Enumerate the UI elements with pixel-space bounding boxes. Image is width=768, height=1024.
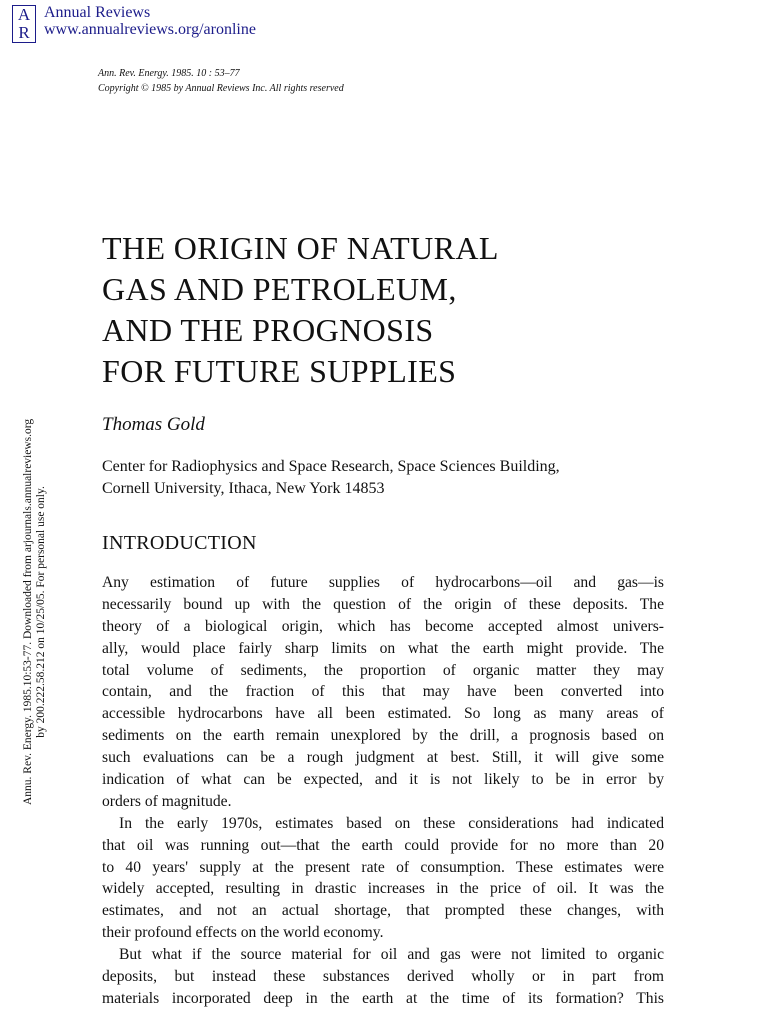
text-line: orders of magnitude. (102, 792, 232, 810)
paragraph-3 (102, 944, 664, 1010)
text-line: their profound effects on the world economy. (102, 924, 384, 942)
text-line: In the early 1970s, estimates based on these considerations had indicated (119, 814, 664, 832)
journal-citation: Ann. Rev. Energy. 1985. 10 : 53–77 (98, 68, 240, 79)
text-line: sediments on the earth remain unexplored by the drill, a prognosis based on (102, 727, 664, 745)
text-line: Any estimation of future supplies of hydrocarbons—oil and gas—is (102, 574, 664, 591)
publisher-header (44, 4, 256, 38)
text-line: ally, would place fairly sharp limits on what the earth might provide. The (102, 639, 664, 657)
paragraph-1 (102, 572, 664, 813)
logo-letter-a: A (17, 5, 31, 24)
text-line: indication of what can be expected, and it is not likely to be in error by (102, 771, 664, 789)
text-line: such evaluations can be a rough judgment at best. Still, it will give some (102, 749, 664, 767)
text-line: total volume of sediments, the proportion of organic matter they may (102, 661, 664, 679)
citation-block (98, 66, 344, 96)
text-line: to 40 years' supply at the present rate of consumption. These estimates were (102, 858, 664, 876)
text-line: materials incorporated deep in the earth at the time of its formation? This (102, 989, 664, 1007)
text-line: deposits, but instead these substances derived wholly or in part from (102, 968, 664, 986)
text-line: necessarily bound up with the question of the origin of these deposits. The (102, 595, 664, 613)
text-line: estimates, and not an actual shortage, that prompted these changes, with (102, 902, 664, 920)
paragraph-2 (102, 813, 664, 944)
copyright-notice: Copyright © 1985 by Annual Reviews Inc. All rights reserved (98, 83, 344, 94)
article-body (102, 572, 664, 1010)
title-line: THE ORIGIN OF NATURAL (102, 230, 499, 266)
text-line: widely accepted, resulting in drastic increases in the price of oil. It was the (102, 880, 664, 898)
author-name: Thomas Gold (102, 414, 205, 435)
download-sidebar-note (22, 419, 48, 805)
title-line: FOR FUTURE SUPPLIES (102, 353, 457, 389)
title-line: GAS AND PETROLEUM, (102, 271, 457, 307)
section-heading-introduction: INTRODUCTION (102, 532, 257, 554)
affiliation-line: Cornell University, Ithaca, New York 14853 (102, 480, 385, 497)
article-title (102, 228, 662, 392)
sidebar-line-2: by 200.222.58.212 on 10/25/05. For personal use only. (35, 486, 47, 738)
text-line: theory of a biological origin, which has become accepted almost univers- (102, 617, 664, 635)
affiliation-line: Center for Radiophysics and Space Research, Space Sciences Building, (102, 458, 560, 475)
text-line: contain, and the fraction of this that may have been converted into (102, 683, 664, 701)
publisher-url-link[interactable]: www.annualreviews.org/aronline (44, 21, 256, 38)
annual-reviews-logo (12, 5, 36, 43)
logo-letter-r: R (18, 23, 30, 42)
text-line: accessible hydrocarbons have all been estimated. So long as many areas of (102, 705, 664, 723)
publisher-name-link[interactable]: Annual Reviews (44, 4, 151, 21)
sidebar-line-1: Annu. Rev. Energy. 1985.10:53-77. Downloaded from arjournals.annualreviews.org (22, 418, 34, 805)
text-line: But what if the source material for oil and gas were not limited to organic (119, 946, 664, 964)
author-affiliation (102, 456, 560, 500)
title-line: AND THE PROGNOSIS (102, 312, 434, 348)
text-line: that oil was running out—that the earth could provide for no more than 20 (102, 836, 664, 854)
